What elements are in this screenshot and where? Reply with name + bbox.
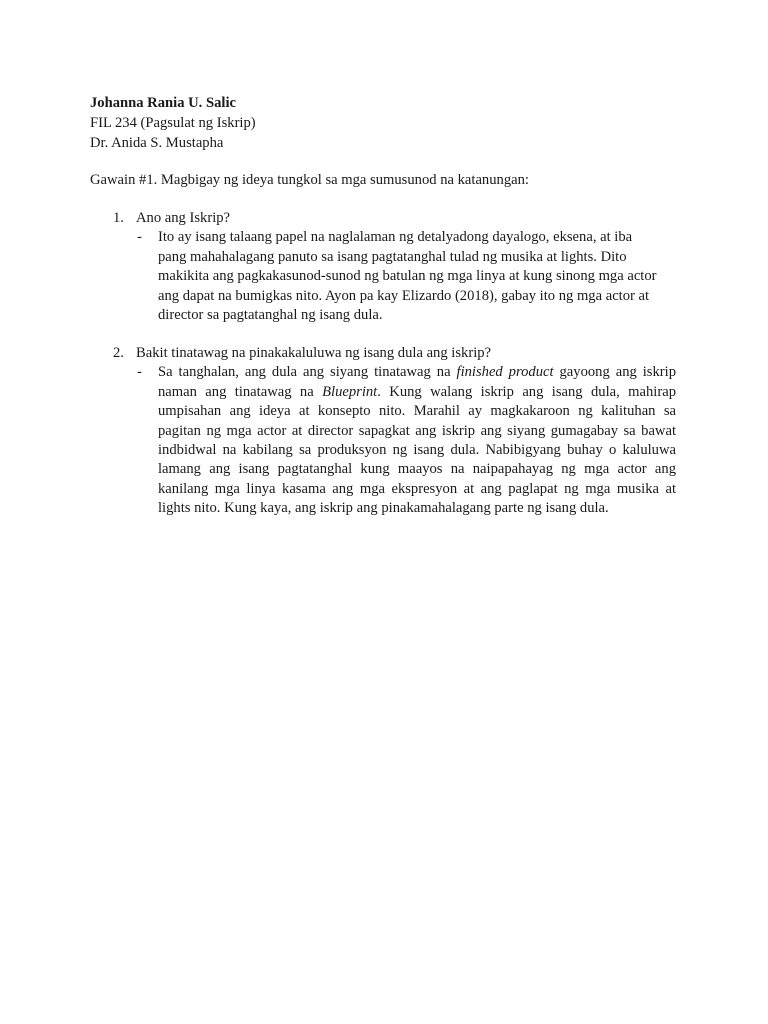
italic-term: Blueprint: [322, 383, 378, 400]
answer-text-run: . Kung walang iskrip ang isang dula, mahirap: [377, 383, 676, 400]
answer-line: ang dapat na bumigkas nito. Ayon pa kay Elizardo (2018), gabay ito ng mga actor at: [158, 287, 650, 304]
answer-line: makikita ang pagkakasunod-sunod ng batulan ng mga linya at kung sinong mga actor: [158, 268, 657, 285]
course-title: FIL 234 (Pagsulat ng Iskrip): [90, 115, 256, 131]
answer-line: indbidwal na kabilang sa produksyon ng isang dula. Nabibigyang buhay o kaluluwa: [158, 442, 676, 459]
question-item: [113, 209, 683, 325]
answer-text: [158, 228, 676, 325]
answer-line: pagitan ng mga actor at director sapagkat ang iskrip ang siyang gumagabay sa bawat: [158, 422, 676, 439]
answer-text-run: gayoong ang iskrip: [553, 364, 676, 381]
answer-line: pang mahahalagang panuto sa isang pagtatanghal tulad ng musika at lights. Dito: [158, 248, 627, 265]
question-text: Bakit tinatawag na pinakakaluluwa ng isang dula ang iskrip?: [136, 345, 492, 361]
answer-text-run: naman ang tinatawag na: [158, 383, 323, 400]
answer-line: lamang ang isang pagtatanghal kung maayos na naipapahayag ng mga actor ang: [158, 461, 676, 478]
activity-instructions: Gawain #1. Magbigay ng ideya tungkol sa mga sumusunod na katanungan:: [90, 172, 529, 188]
answer-line: kanilang mga linya kasama ang mga ekspresyon at ang paglapat ng mga musika at: [158, 480, 676, 497]
question-number: 2.: [113, 345, 124, 361]
question-item: [113, 344, 683, 519]
question-text: Ano ang Iskrip?: [136, 210, 231, 226]
instructor-name: Dr. Anida S. Mustapha: [90, 135, 224, 151]
answer-line: Ito ay isang talaang papel na naglalaman ng detalyadong dayalogo, eksena, at iba: [158, 229, 633, 246]
bullet-dash: -: [137, 229, 142, 246]
answer-line: [158, 363, 676, 382]
author-name: Johanna Rania U. Salic: [90, 95, 236, 111]
answer-line: [158, 383, 676, 402]
answer-line: umpisahan ang ideya at konsepto nito. Marahil ay magkakaroon ng kalituhan sa: [158, 403, 676, 420]
answer-line: lights nito. Kung kaya, ang iskrip ang pinakamahalagang parte ng isang dula.: [158, 500, 609, 517]
answer-text: [158, 363, 676, 518]
answer-line: director sa pagtatanghal ng isang dula.: [158, 307, 383, 324]
answer-text-run: Sa tanghalan, ang dula ang siyang tinatawag na: [158, 364, 457, 381]
document-header: [90, 93, 690, 153]
answer-block: [113, 228, 683, 325]
question-number: 1.: [113, 210, 124, 226]
italic-term: finished product: [456, 364, 554, 381]
bullet-dash: -: [137, 364, 142, 381]
answer-block: [113, 363, 683, 518]
